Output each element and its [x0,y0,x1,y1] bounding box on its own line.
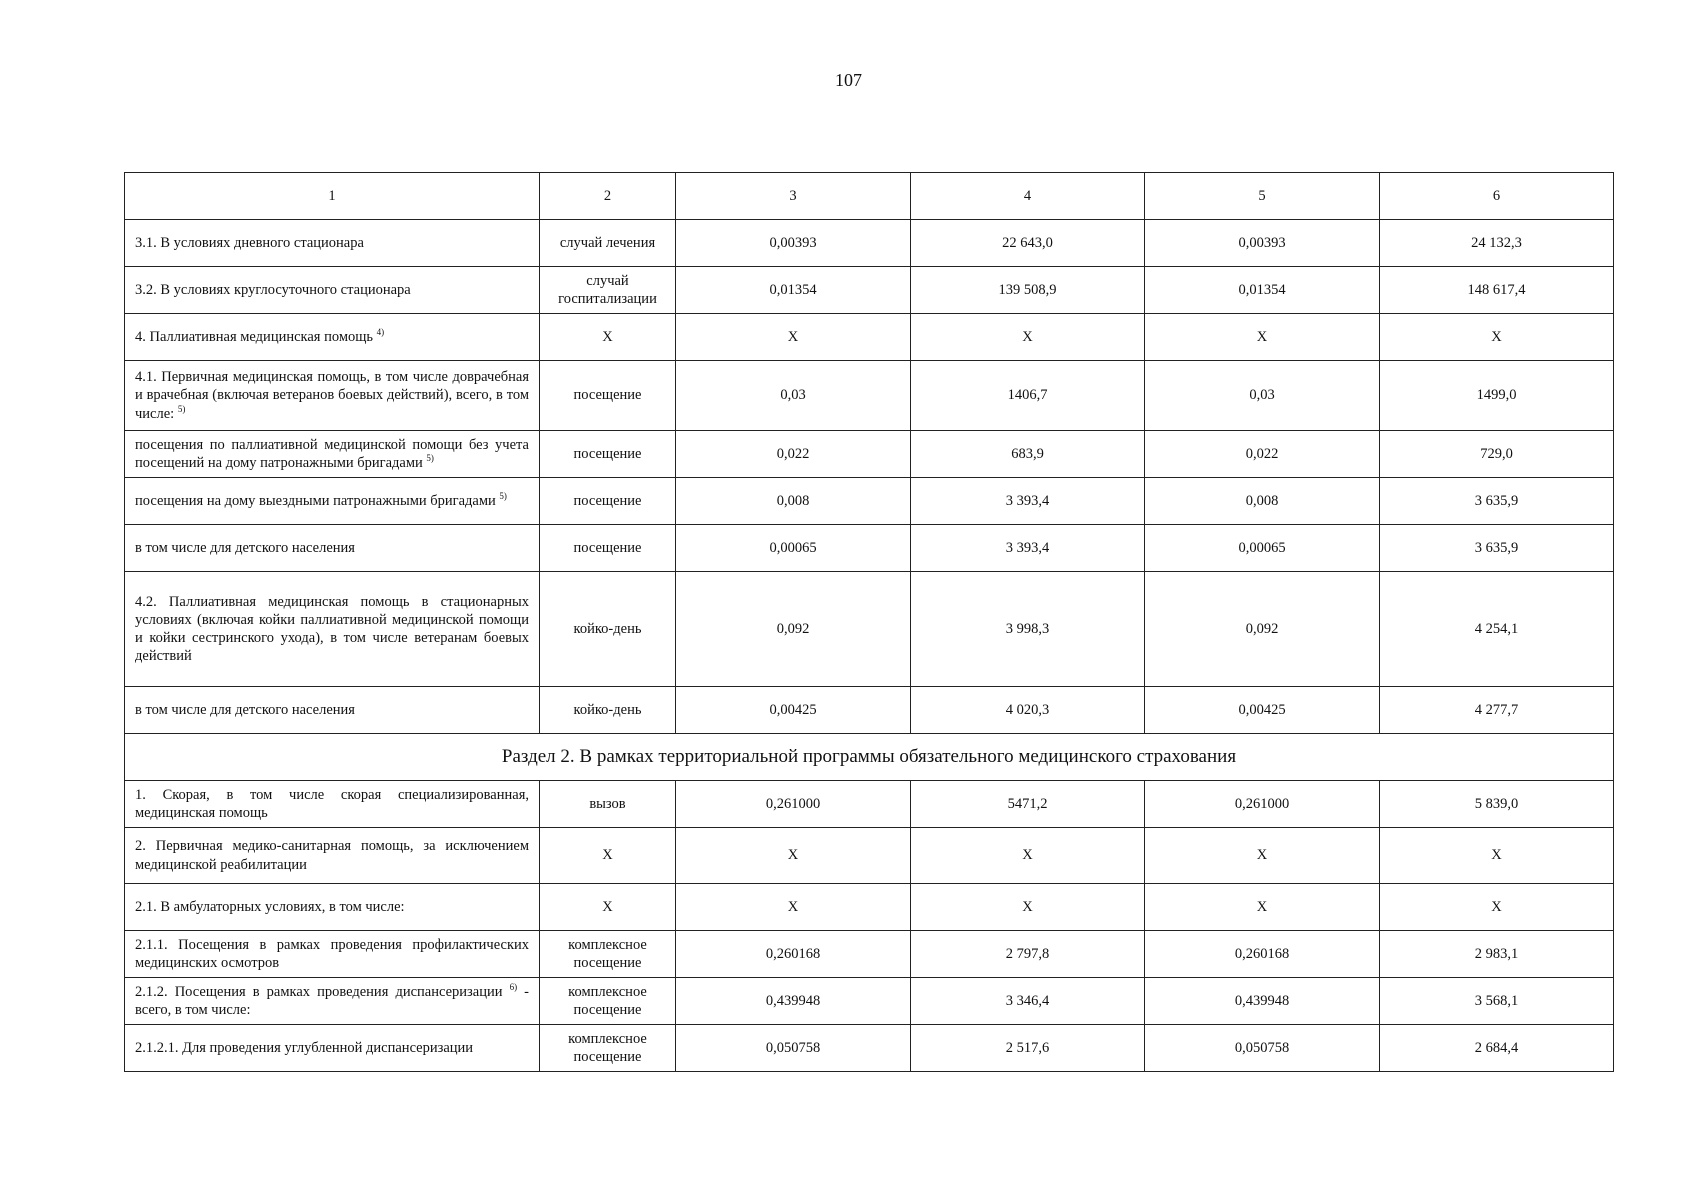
value-cell: X [676,828,911,884]
table-row [125,781,1614,828]
table-row [125,220,1614,267]
unit-cell: комплексное посещение [540,931,676,978]
value-cell: 3 393,4 [911,478,1145,525]
value-cell: 2 797,8 [911,931,1145,978]
row-label-cell [125,884,540,931]
row-label-cell [125,314,540,361]
header-cell: 4 [911,173,1145,220]
value-cell: 0,00425 [676,687,911,734]
row-label-cell [125,828,540,884]
value-cell: 3 568,1 [1380,978,1614,1025]
value-cell: 24 132,3 [1380,220,1614,267]
unit-cell: комплексное посещение [540,978,676,1025]
unit-cell: вызов [540,781,676,828]
unit-cell: посещение [540,478,676,525]
row-label-cell [125,361,540,431]
value-cell: 683,9 [911,431,1145,478]
row-label-cell [125,478,540,525]
table-row [125,361,1614,431]
footnote-marker: 5) [499,491,507,502]
section-header-row [125,734,1614,781]
value-cell: 4 277,7 [1380,687,1614,734]
row-label-text: 2.1.1. Посещения в рамках проведения профилактических медицинских осмотров [135,936,529,971]
value-cell: 22 643,0 [911,220,1145,267]
header-cell: 5 [1145,173,1380,220]
value-cell: 3 635,9 [1380,525,1614,572]
value-cell: 0,050758 [1145,1025,1380,1072]
value-cell: 0,00393 [676,220,911,267]
row-label-text: 3.2. В условиях круглосуточного стационара [135,281,411,298]
row-label-text: 2.1.2.1. Для проведения углубленной диспансеризации [135,1039,474,1056]
unit-cell: посещение [540,431,676,478]
unit-cell: X [540,828,676,884]
value-cell: X [676,314,911,361]
value-cell: X [1380,828,1614,884]
row-label-text: 2. Первичная медико-санитарная помощь, за исключением медицинской реабилитации [135,838,529,873]
value-cell: 4 254,1 [1380,572,1614,687]
row-label-text: 3.1. В условиях дневного стационара [135,234,364,251]
table-row [125,931,1614,978]
value-cell: 0,008 [1145,478,1380,525]
unit-cell: посещение [540,525,676,572]
table-row [125,478,1614,525]
row-label-text: 4.1. Первичная медицинская помощь, в том числе доврачебная и врачебная (включая ветеранов боевых действий), всего, в том числе: [135,369,529,422]
row-label-cell [125,1025,540,1072]
value-cell: 1499,0 [1380,361,1614,431]
table-row [125,572,1614,687]
row-label-cell [125,267,540,314]
row-label-cell [125,431,540,478]
value-cell: 3 998,3 [911,572,1145,687]
footnote-marker: 5) [177,403,186,414]
value-cell: X [911,828,1145,884]
value-cell: 0,00393 [1145,220,1380,267]
row-label-cell [125,525,540,572]
row-label-text: посещения на дому выездными патронажными бригадами [135,492,496,509]
value-cell: 0,03 [1145,361,1380,431]
value-cell: 0,261000 [1145,781,1380,828]
footnote-marker: 6) [509,982,518,993]
footnote-marker: 5) [426,453,434,464]
row-label-cell [125,931,540,978]
header-cell: 3 [676,173,911,220]
row-label-cell [125,687,540,734]
table-row [125,431,1614,478]
value-cell: 0,01354 [1145,267,1380,314]
page-number: 107 [835,70,862,90]
value-cell: 5 839,0 [1380,781,1614,828]
value-cell: X [1145,314,1380,361]
header-cell: 6 [1380,173,1614,220]
row-label-cell [125,978,540,1025]
value-cell: 0,022 [676,431,911,478]
table-row [125,884,1614,931]
value-cell: 0,260168 [1145,931,1380,978]
value-cell: 139 508,9 [911,267,1145,314]
row-label-text: 4. Паллиативная медицинская помощь [135,328,374,345]
value-cell: X [676,884,911,931]
table-row [125,314,1614,361]
unit-cell: случай лечения [540,220,676,267]
value-cell: 0,092 [1145,572,1380,687]
section-title: Раздел 2. В рамках территориальной программы обязательного медицинского страхования [125,734,1614,781]
row-label-text: посещения по паллиативной медицинской помощи без учета посещений на дому патронажными бригадами [135,436,529,471]
value-cell: 0,00065 [1145,525,1380,572]
value-cell: 0,439948 [676,978,911,1025]
row-label-text: 2.1. В амбулаторных условиях, в том числе: [135,898,405,915]
table-header-row [125,173,1614,220]
table-row [125,1025,1614,1072]
table-row [125,687,1614,734]
row-label-cell [125,220,540,267]
value-cell: 3 346,4 [911,978,1145,1025]
unit-cell: койко-день [540,572,676,687]
value-cell: 0,261000 [676,781,911,828]
unit-cell: койко-день [540,687,676,734]
table-row [125,978,1614,1025]
value-cell: X [911,314,1145,361]
table-row [125,267,1614,314]
data-table [124,172,1614,1072]
row-label-text: 4.2. Паллиативная медицинская помощь в стационарных условиях (включая койки паллиативной медицинской помощи и койки сестринского ухода), в том числе ветеранам боевых действий [135,593,529,665]
unit-cell: комплексное посещение [540,1025,676,1072]
value-cell: 3 635,9 [1380,478,1614,525]
value-cell: 0,03 [676,361,911,431]
row-label-cell [125,781,540,828]
value-cell: X [1145,884,1380,931]
value-cell: 2 517,6 [911,1025,1145,1072]
value-cell: X [1145,828,1380,884]
row-label-text: в том числе для детского населения [135,539,355,556]
value-cell: X [911,884,1145,931]
header-cell: 1 [125,173,540,220]
row-label-cell [125,572,540,687]
value-cell: 0,01354 [676,267,911,314]
value-cell: 0,00065 [676,525,911,572]
value-cell: 0,050758 [676,1025,911,1072]
table-row [125,525,1614,572]
value-cell: 2 684,4 [1380,1025,1614,1072]
value-cell: 148 617,4 [1380,267,1614,314]
value-cell: 0,008 [676,478,911,525]
row-label-text: 1. Скорая, в том числе скорая специализированная, медицинская помощь [135,786,529,821]
value-cell: 0,00425 [1145,687,1380,734]
value-cell: 4 020,3 [911,687,1145,734]
value-cell: 5471,2 [911,781,1145,828]
value-cell: 1406,7 [911,361,1145,431]
unit-cell: X [540,314,676,361]
unit-cell: посещение [540,361,676,431]
row-label-text: 2.1.2. Посещения в рамках проведения диспансеризации [135,983,503,1000]
footnote-marker: 4) [376,327,385,338]
unit-cell: X [540,884,676,931]
value-cell: 729,0 [1380,431,1614,478]
row-label-text: в том числе для детского населения [135,701,355,718]
value-cell: 2 983,1 [1380,931,1614,978]
value-cell: X [1380,314,1614,361]
value-cell: X [1380,884,1614,931]
table-row [125,828,1614,884]
value-cell: 0,092 [676,572,911,687]
value-cell: 3 393,4 [911,525,1145,572]
unit-cell: случай госпитализации [540,267,676,314]
header-cell: 2 [540,173,676,220]
value-cell: 0,260168 [676,931,911,978]
value-cell: 0,022 [1145,431,1380,478]
row-label-tail: - всего, в том числе: [135,983,529,1018]
value-cell: 0,439948 [1145,978,1380,1025]
